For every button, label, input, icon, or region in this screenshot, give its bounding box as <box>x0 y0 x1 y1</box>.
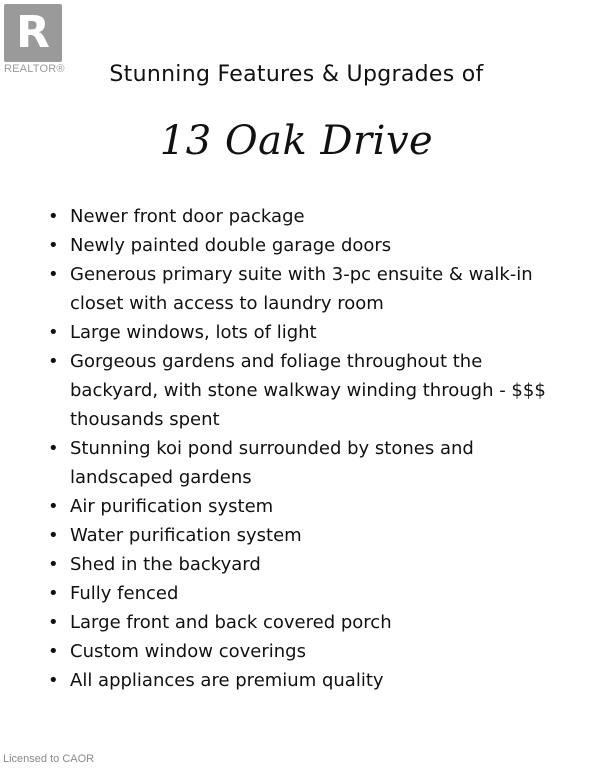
feature-item: • Shed in the backyard <box>70 550 570 579</box>
feature-item: • Custom window coverings <box>70 637 570 666</box>
feature-item: • Water purification system <box>70 521 570 550</box>
logo-text: REALTOR® <box>4 63 65 75</box>
feature-item: • Newly painted double garage doors <box>70 231 570 260</box>
page-heading: Stunning Features & Upgrades of <box>109 62 484 87</box>
feature-item: • Large windows, lots of light <box>70 318 570 347</box>
property-address: 13 Oak Drive <box>159 118 434 164</box>
feature-item: • Gorgeous gardens and foliage throughout the backyard, with stone walkway winding through - $$$ thousands spent <box>70 347 570 434</box>
feature-item: • Stunning koi pond surrounded by stones and landscaped gardens <box>70 434 570 492</box>
realtor-r-icon <box>4 4 62 62</box>
feature-item: • Newer front door package <box>70 202 570 231</box>
feature-item: • Fully fenced <box>70 579 570 608</box>
feature-item: • Large front and back covered porch <box>70 608 570 637</box>
features-list <box>70 202 570 695</box>
feature-item: • Generous primary suite with 3-pc ensuite & walk-in closet with access to laundry room <box>70 260 570 318</box>
license-text: Licensed to CAOR <box>3 753 95 765</box>
feature-item: • All appliances are premium quality <box>70 666 570 695</box>
logo-glyph: R <box>16 7 50 58</box>
feature-item: • Air purification system <box>70 492 570 521</box>
